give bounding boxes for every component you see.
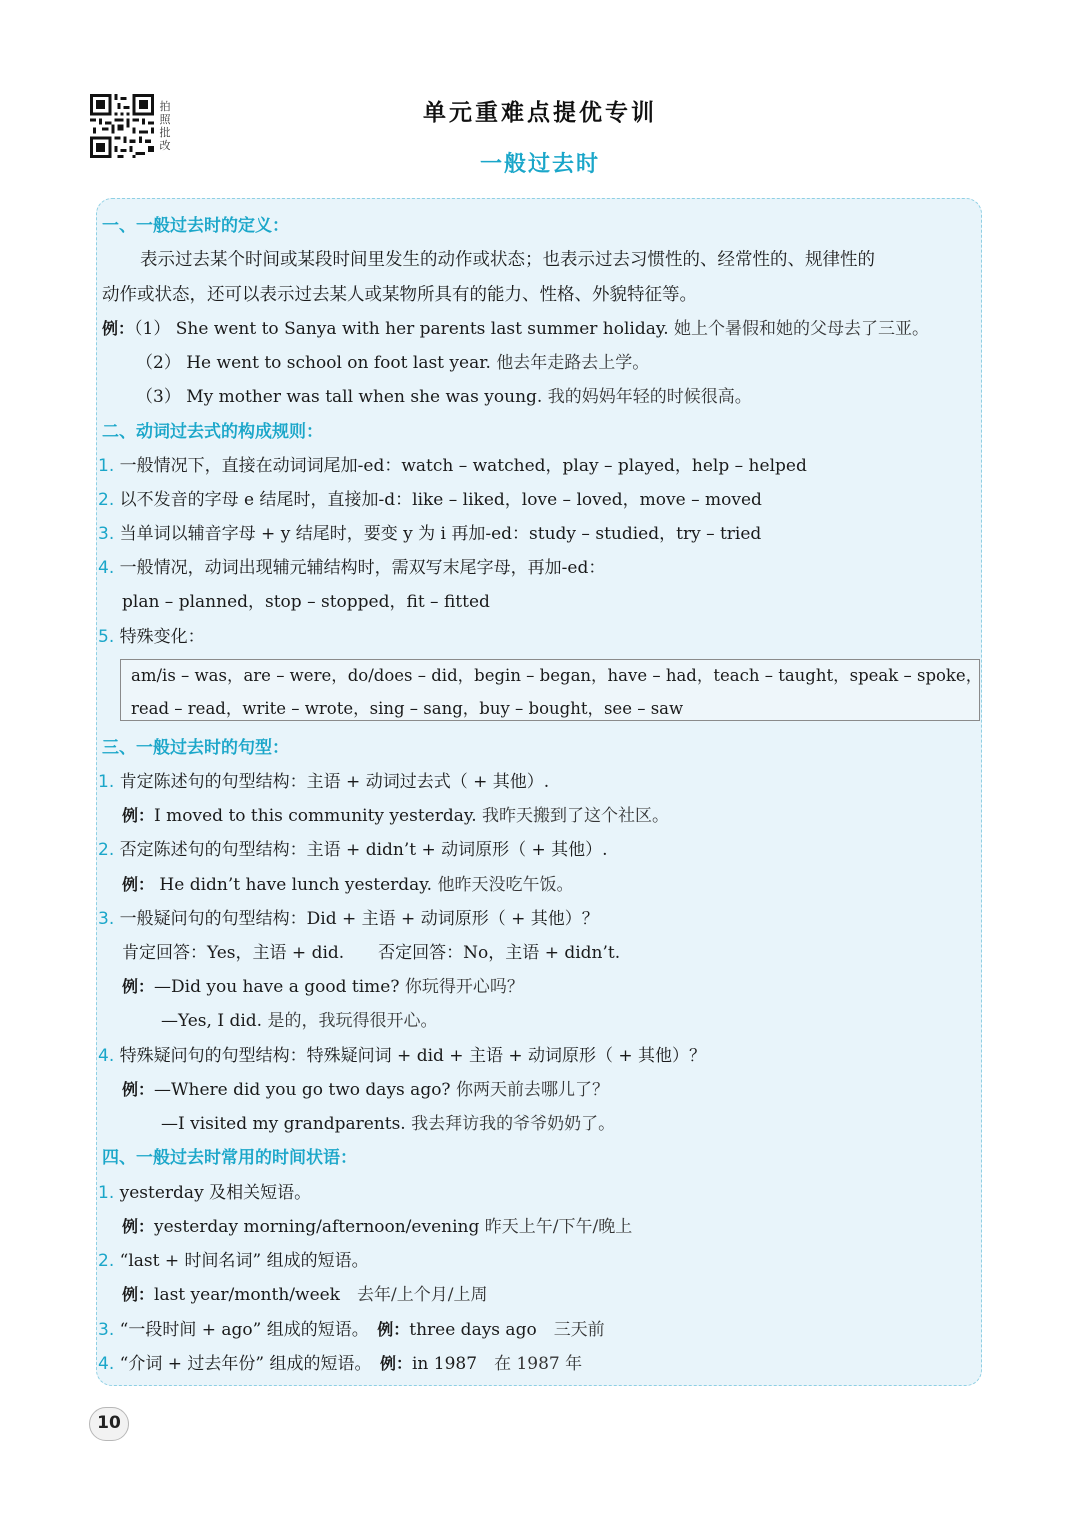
pattern-number: 1.	[98, 772, 115, 792]
example-english: He didn’t have lunch yesterday.	[159, 875, 433, 895]
example-english: —I visited my grandparents.	[161, 1114, 406, 1134]
section-heading-patterns: 三、一般过去时的句型：	[102, 738, 289, 758]
pattern-item	[98, 907, 599, 931]
example-item	[122, 1283, 487, 1307]
example-number: （1）	[134, 319, 171, 339]
pattern-item	[98, 1044, 706, 1068]
answer-pattern: 肯定回答：Yes，主语 + did. 否定回答：No，主语 + didn’t.	[122, 943, 621, 963]
rule-number: 4.	[98, 558, 115, 578]
pattern-number: 4.	[98, 1046, 115, 1066]
qr-label: 拍照批改	[159, 100, 171, 152]
example-chinese: 是的，我玩得很开心。	[267, 1011, 438, 1031]
example-english: yesterday morning/afternoon/evening	[154, 1217, 480, 1237]
page-number: 10	[89, 1407, 129, 1441]
example-item	[161, 1009, 437, 1033]
example-item	[122, 873, 573, 897]
adverbial-text: “介词 + 过去年份” 组成的短语。	[119, 1354, 363, 1374]
rule-item	[98, 454, 807, 478]
example-chinese: 她上个暑假和她的父母去了三亚。	[674, 319, 930, 339]
rule-item	[98, 556, 605, 580]
example-label: 例：	[377, 1320, 410, 1339]
adverbial-text: yesterday 及相关短语。	[119, 1183, 312, 1203]
pattern-number: 2.	[98, 840, 115, 860]
adverbial-number: 2.	[98, 1251, 115, 1271]
example-english: in 1987	[412, 1354, 478, 1374]
example-label: 例：	[122, 806, 155, 825]
example-chinese: 我的妈妈年轻的时候很高。	[547, 387, 752, 407]
rule-text: 以不发音的字母 e 结尾时，直接加-d：like – liked，love – loved，move – moved	[119, 490, 762, 510]
pattern-text: 特殊疑问句的句型结构：特殊疑问词 + did + 主语 + 动词原形（ + 其他）？	[119, 1046, 707, 1066]
example-chinese: 在 1987 年	[494, 1354, 583, 1374]
special-changes-line: am/is – was，are – were，do/does – did，begin – began，have – had，teach – taught，speak – spoke，	[131, 666, 983, 685]
rule-text: 一般情况，动词出现辅元辅结构时，需双写末尾字母，再加-ed：	[119, 558, 606, 578]
adverbial-text: “last + 时间名词” 组成的短语。	[119, 1251, 369, 1271]
example-item	[122, 1078, 609, 1102]
example-english: three days ago	[409, 1320, 537, 1340]
example-english: I moved to this community yesterday.	[154, 806, 477, 826]
pattern-item	[98, 770, 549, 794]
example-english: —Where did you go two days ago?	[154, 1080, 451, 1100]
example-label: 例：	[122, 1285, 155, 1304]
rule-item	[98, 522, 761, 546]
adverbial-text: “一段时间 + ago” 组成的短语。	[119, 1320, 361, 1340]
example-chinese: 他昨天没吃午饭。	[437, 875, 574, 895]
example-label: 例：	[122, 1217, 155, 1236]
example-english: My mother was tall when she was young.	[186, 387, 543, 407]
special-changes-line: read – read，write – wrote，sing – sang，buy – bought，see – saw	[131, 699, 684, 718]
rule-text: plan – planned，stop – stopped，fit – fitted	[122, 592, 490, 612]
paragraph-line: 动作或状态，还可以表示过去某人或某物所具有的能力、性格、外貌特征等。	[102, 285, 697, 305]
example-item	[122, 975, 524, 999]
page-subtitle: 一般过去时	[479, 152, 600, 177]
pattern-number: 3.	[98, 909, 115, 929]
example-label: 例：	[122, 875, 155, 894]
rule-number: 2.	[98, 490, 115, 510]
example-item	[136, 351, 649, 375]
rule-text: 一般情况下，直接在动词词尾加-ed：watch – watched，play – played，help – helped	[119, 456, 807, 476]
rule-item	[122, 590, 490, 614]
adverbial-item	[98, 1249, 369, 1273]
rule-item	[98, 625, 205, 649]
example-english: —Did you have a good time?	[154, 977, 400, 997]
example-chinese: 去年/上个月/上周	[357, 1285, 488, 1305]
pattern-text: 否定陈述句的句型结构：主语 + didn’t + 动词原形（ + 其他）.	[119, 840, 608, 860]
pattern-item	[98, 838, 608, 862]
example-chinese: 我昨天搬到了这个社区。	[482, 806, 670, 826]
rule-item	[98, 488, 762, 512]
section-heading-time-adverbials: 四、一般过去时常用的时间状语：	[102, 1148, 357, 1168]
example-english: He went to school on foot last year.	[186, 353, 491, 373]
example-item	[122, 804, 669, 828]
paragraph-line: 表示过去某个时间或某段时间里发生的动作或状态；也表示过去习惯性的、经常性的、规律性的	[140, 250, 875, 270]
section-heading-rules: 二、动词过去式的构成规则：	[102, 422, 323, 442]
example-number: （3）	[136, 387, 181, 407]
example-chinese: 他去年走路去上学。	[496, 353, 650, 373]
rule-text: 当单词以辅音字母 + y 结尾时，要变 y 为 i 再加-ed：study – studied，try – tried	[119, 524, 762, 544]
example-item	[136, 385, 752, 409]
example-item	[102, 317, 929, 341]
adverbial-number: 4.	[98, 1354, 115, 1374]
adverbial-number: 3.	[98, 1320, 115, 1340]
rule-number: 1.	[98, 456, 115, 476]
example-english: last year/month/week	[154, 1285, 340, 1305]
adverbial-item	[98, 1318, 605, 1342]
example-label: 例：	[379, 1354, 412, 1373]
adverbial-item	[98, 1181, 311, 1205]
example-label: 例：	[102, 319, 135, 338]
example-chinese: 三天前	[553, 1320, 605, 1340]
rule-text: 特殊变化：	[119, 627, 205, 647]
example-chinese: 你两天前去哪儿了？	[455, 1080, 609, 1100]
example-item	[122, 1215, 632, 1239]
rule-number: 5.	[98, 627, 115, 647]
example-chinese: 我去拜访我的爷爷奶奶了。	[411, 1114, 616, 1134]
example-item	[161, 1112, 615, 1136]
example-chinese: 你玩得开心吗？	[404, 977, 524, 997]
example-number: （2）	[136, 353, 181, 373]
example-english: She went to Sanya with her parents last summer holiday.	[175, 319, 669, 339]
pattern-text: 一般疑问句的句型结构：Did + 主语 + 动词原形（ + 其他）？	[119, 909, 599, 929]
pattern-text: 肯定陈述句的句型结构：主语 + 动词过去式（ + 其他）.	[119, 772, 550, 792]
example-chinese: 昨天上午/下午/晚上	[484, 1217, 633, 1237]
rule-number: 3.	[98, 524, 115, 544]
adverbial-item	[98, 1352, 582, 1376]
adverbial-number: 1.	[98, 1183, 115, 1203]
example-english: —Yes, I did.	[161, 1011, 263, 1031]
page-title: 单元重难点提优专训	[423, 100, 657, 126]
example-label: 例：	[122, 1080, 155, 1099]
section-heading-definition: 一、一般过去时的定义：	[102, 216, 289, 236]
example-label: 例：	[122, 977, 155, 996]
